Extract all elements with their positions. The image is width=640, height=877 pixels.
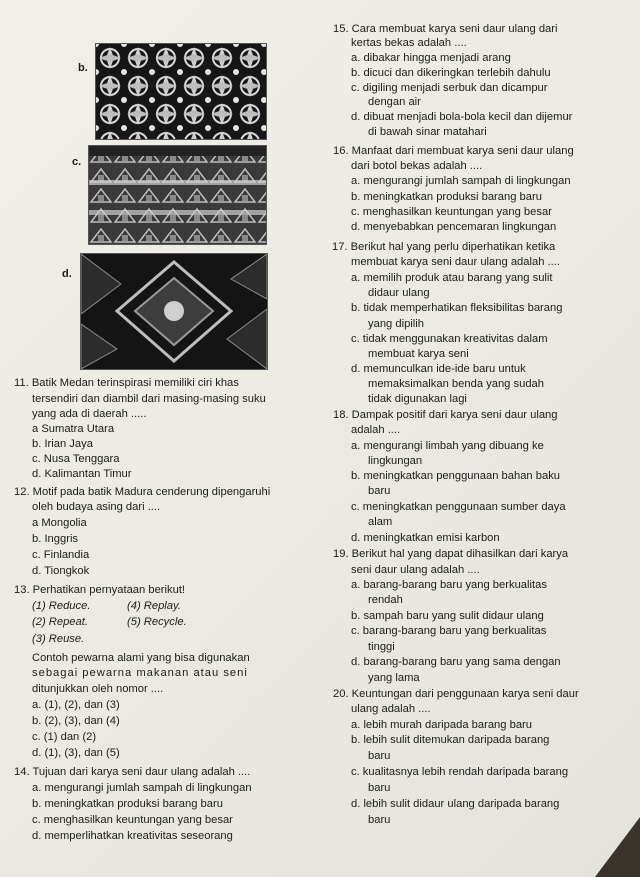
- q17-question-cont: membuat karya seni daur ulang adalah ....: [351, 256, 560, 268]
- q13-question: 13. Perhatikan pernyataan berikut!: [14, 584, 186, 596]
- q20-option-a: a. lebih murah daripada barang baru: [351, 719, 532, 731]
- q19-question: 19. Berikut hal yang dapat dihasilkan dari karya: [333, 548, 569, 560]
- q15-option-d: d. dibuat menjadi bola-bola kecil dan dijemur: [351, 111, 573, 123]
- q13-statement-3: (3) Reuse.: [32, 633, 85, 645]
- q17-option-a-cont: didaur ulang: [368, 287, 430, 299]
- q19-question-cont: seni daur ulang adalah ....: [351, 564, 480, 576]
- q16-question: 16. Manfaat dari membuat karya seni daur ulang: [333, 145, 574, 157]
- q13-option-d: d. (1), (3), dan (5): [32, 747, 120, 759]
- q17-option-c-cont: membuat karya seni: [368, 348, 469, 360]
- q13-option-a: a. (1), (2), dan (3): [32, 699, 120, 711]
- batik-image-d: [80, 253, 268, 370]
- q18-option-a: a. mengurangi limbah yang dibuang ke: [351, 440, 544, 452]
- image-b-label: b.: [78, 62, 88, 74]
- q14-option-a: a. mengurangi jumlah sampah di lingkungan: [32, 782, 252, 794]
- q11-question-cont2: yang ada di daerah .....: [32, 408, 147, 420]
- q12-question-cont: oleh budaya asing dari ....: [32, 501, 161, 513]
- q18-option-d: d. meningkatkan emisi karbon: [351, 532, 500, 544]
- q12-question: 12. Motif pada batik Madura cenderung dipengaruhi: [14, 486, 271, 498]
- q20-question: 20. Keuntungan dari penggunaan karya seni daur: [333, 688, 579, 700]
- q17-option-d-cont2: tidak digunakan lagi: [368, 393, 467, 405]
- q16-option-a: a. mengurangi jumlah sampah di lingkungan: [351, 175, 571, 187]
- q16-question-cont: dari botol bekas adalah ....: [351, 160, 483, 172]
- q12-option-a: a Mongolia: [32, 517, 87, 529]
- q15-question-cont: kertas bekas adalah ....: [351, 37, 467, 49]
- q11-option-a: a Sumatra Utara: [32, 423, 115, 435]
- q18-option-b-cont: baru: [368, 485, 391, 497]
- q14-option-b: b. meningkatkan produksi barang baru: [32, 798, 223, 810]
- q18-option-b: b. meningkatkan penggunaan bahan baku: [351, 470, 561, 482]
- q17-option-b: b. tidak memperhatikan fleksibilitas barang: [351, 302, 563, 314]
- q15-option-c-cont: dengan air: [368, 96, 421, 108]
- q13-prompt-cont2: ditunjukkan oleh nomor ....: [32, 683, 164, 695]
- q14-question: 14. Tujuan dari karya seni daur ulang adalah ....: [14, 766, 251, 778]
- q19-option-d-cont: yang lama: [368, 672, 420, 684]
- q13-prompt: Contoh pewarna alami yang bisa digunakan: [32, 652, 250, 664]
- q19-option-b: b. sampah baru yang sulit didaur ulang: [351, 610, 544, 622]
- q18-question: 18. Dampak positif dari karya seni daur ulang: [333, 409, 558, 421]
- image-d-label: d.: [62, 268, 72, 280]
- q20-question-cont: ulang adalah ....: [351, 703, 431, 715]
- q17-option-b-cont: yang dipilih: [368, 318, 424, 330]
- q13-option-b: b. (2), (3), dan (4): [32, 715, 120, 727]
- q16-option-b: b. meningkatkan produksi barang baru: [351, 191, 542, 203]
- q20-option-c-cont: baru: [368, 782, 391, 794]
- batik-pattern-b: [96, 44, 266, 139]
- q11-option-b: b. Irian Jaya: [32, 438, 93, 450]
- q15-option-c: c. digiling menjadi serbuk dan dicampur: [351, 82, 548, 94]
- q18-option-c: c. meningkatkan penggunaan sumber daya: [351, 501, 566, 513]
- batik-pattern-c: [89, 146, 266, 244]
- q13-statement-2: (2) Repeat.: [32, 616, 88, 628]
- q17-option-c: c. tidak menggunakan kreativitas dalam: [351, 333, 548, 345]
- q17-option-a: a. memilih produk atau barang yang sulit: [351, 272, 553, 284]
- q15-option-b: b. dicuci dan dikeringkan terlebih dahulu: [351, 67, 551, 79]
- batik-image-c: [88, 145, 267, 245]
- q19-option-d: d. barang-barang baru yang sama dengan: [351, 656, 561, 668]
- q13-option-c: c. (1) dan (2): [32, 731, 97, 743]
- q19-option-c: c. barang-barang baru yang berkualitas: [351, 625, 547, 637]
- q19-option-a-cont: rendah: [368, 594, 403, 606]
- q20-option-b: b. lebih sulit ditemukan daripada barang: [351, 734, 550, 746]
- q12-option-b: b. Inggris: [32, 533, 79, 545]
- batik-pattern-d: [81, 254, 267, 369]
- q15-question: 15. Cara membuat karya seni daur ulang dari: [333, 23, 558, 35]
- q15-option-d-cont: di bawah sinar matahari: [368, 126, 487, 138]
- q18-question-cont: adalah ....: [351, 424, 401, 436]
- q13-statement-5: (5) Recycle.: [127, 616, 187, 628]
- q11-option-d: d. Kalimantan Timur: [32, 468, 132, 480]
- q19-option-a: a. barang-barang baru yang berkualitas: [351, 579, 547, 591]
- q20-option-b-cont: baru: [368, 750, 391, 762]
- q13-statement-1: (1) Reduce.: [32, 600, 91, 612]
- q12-option-c: c. Finlandia: [32, 549, 90, 561]
- q16-option-c: c. menghasilkan keuntungan yang besar: [351, 206, 552, 218]
- q19-option-c-cont: tinggi: [368, 641, 395, 653]
- q17-option-d-cont: memaksimalkan benda yang sudah: [368, 378, 544, 390]
- q11-question: 11. Batik Medan terinspirasi memiliki ciri khas: [14, 377, 239, 389]
- q13-prompt-cont: sebagai pewarna makanan atau seni: [32, 667, 248, 679]
- q17-question: 17. Berikut hal yang perlu diperhatikan ketika: [332, 241, 556, 253]
- image-c-label: c.: [72, 156, 82, 168]
- q17-option-d: d. memunculkan ide-ide baru untuk: [351, 363, 526, 375]
- q12-option-d: d. Tiongkok: [32, 565, 90, 577]
- q14-option-c: c. menghasilkan keuntungan yang besar: [32, 814, 233, 826]
- q18-option-c-cont: alam: [368, 516, 393, 528]
- q15-option-a: a. dibakar hingga menjadi arang: [351, 52, 511, 64]
- q14-option-d: d. memperlihatkan kreativitas seseorang: [32, 830, 233, 842]
- q11-question-cont: tersendiri dan diambil dari masing-masing suku: [32, 393, 266, 405]
- q16-option-d: d. menyebabkan pencemaran lingkungan: [351, 221, 557, 233]
- q18-option-a-cont: lingkungan: [368, 455, 423, 467]
- q20-option-c: c. kualitasnya lebih rendah daripada barang: [351, 766, 569, 778]
- q13-statement-4: (4) Replay.: [127, 600, 181, 612]
- batik-image-b: [95, 43, 267, 140]
- q11-option-c: c. Nusa Tenggara: [32, 453, 120, 465]
- q20-option-d: d. lebih sulit didaur ulang daripada barang: [351, 798, 560, 810]
- q20-option-d-cont: baru: [368, 814, 391, 826]
